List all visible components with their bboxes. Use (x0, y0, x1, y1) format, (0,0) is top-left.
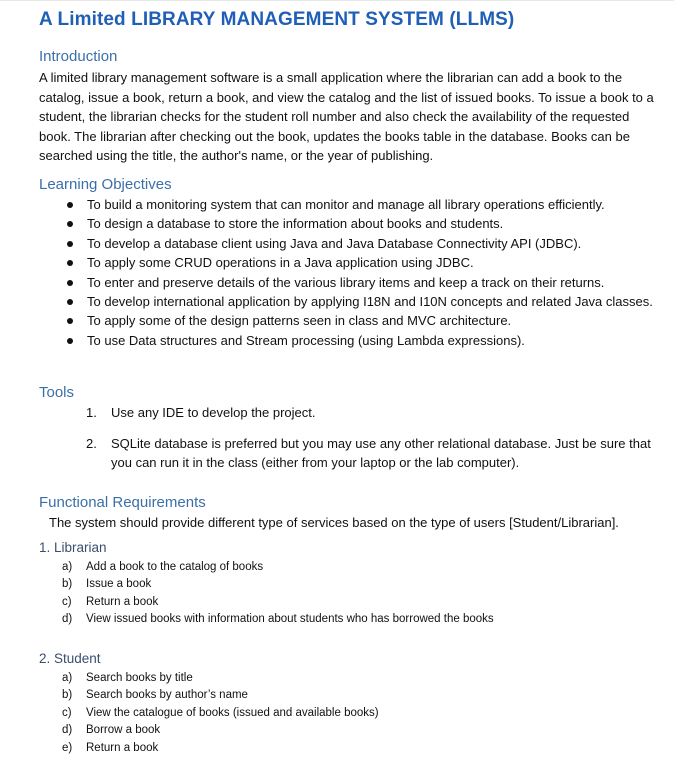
list-item (62, 670, 379, 687)
bullet-icon (67, 338, 73, 344)
list-item (64, 292, 664, 311)
list-item (64, 195, 664, 214)
list-item (64, 273, 664, 292)
list-item (62, 722, 379, 739)
learning-objectives-list (64, 195, 664, 350)
list-item (62, 740, 379, 757)
requirement-text: Search books by author’s name (86, 689, 248, 702)
list-item (64, 253, 664, 272)
list-item (86, 403, 666, 423)
item-letter: d) (62, 613, 73, 626)
bullet-icon (67, 202, 73, 208)
bullet-icon (67, 260, 73, 266)
page-top-rule (0, 0, 674, 1)
requirement-text: Return a book (86, 595, 159, 608)
list-item (62, 594, 494, 611)
objective-text: To design a database to store the information about books and students. (87, 216, 504, 232)
item-letter: c) (62, 706, 72, 719)
tool-text: Use any IDE to develop the project. (111, 405, 316, 420)
list-item (64, 311, 664, 330)
item-letter: a) (62, 561, 73, 573)
requirement-text: Search books by title (86, 672, 193, 684)
list-item (64, 214, 664, 233)
item-number: 2. (86, 435, 97, 451)
learning-objectives-heading: Learning Objectives (39, 176, 172, 193)
bullet-icon (67, 221, 73, 227)
list-item (62, 705, 379, 722)
item-letter: d) (62, 724, 73, 737)
requirement-text: Return a book (86, 741, 159, 754)
requirement-text: Add a book to the catalog of books (86, 561, 264, 573)
item-letter: b) (62, 689, 73, 702)
bullet-icon (67, 241, 73, 247)
list-item (64, 331, 664, 350)
librarian-heading: 1. Librarian (39, 540, 107, 555)
objective-text: To develop a database client using Java and Java Database Connectivity API (JDBC). (87, 235, 582, 251)
objective-text: To apply some of the design patterns seen in class and MVC architecture. (87, 313, 512, 329)
item-letter: a) (62, 672, 73, 684)
requirement-text: View issued books with information about students who has borrowed the books (86, 613, 494, 626)
list-item (62, 687, 379, 704)
librarian-requirements-list (62, 559, 494, 629)
tools-list (86, 403, 666, 473)
bullet-icon (67, 280, 73, 286)
list-item (62, 559, 494, 576)
introduction-paragraph: A limited library management software is a small application where the librarian can add a book to the catalog, issue a book, return a book, and view the catalog and the list of issued books. To issue a book to a student, the librarian checks for the student roll number and also check the availability of the requested book. The librarian after checking out the book, updates the books table in the database. Books can be searched using the title, the author's name, or the year of publishing. (39, 70, 654, 164)
item-letter: e) (62, 741, 73, 754)
list-item (64, 234, 664, 253)
tools-heading: Tools (39, 384, 75, 401)
student-heading: 2. Student (39, 651, 101, 666)
list-item (62, 611, 494, 628)
list-item (86, 434, 666, 473)
tool-text: SQLite database is preferred but you may use any other relational database. Just be sure that you can run it in the class (either from your laptop or the lab computer). (111, 435, 651, 471)
objective-text: To enter and preserve details of the various library items and keep a track on their returns. (87, 274, 605, 290)
student-requirements-list (62, 670, 379, 757)
objective-text: To apply some CRUD operations in a Java application using JDBC. (87, 255, 474, 271)
introduction-heading: Introduction (39, 48, 118, 65)
functional-requirements-heading: Functional Requirements (39, 494, 206, 511)
item-number: 1. (86, 405, 97, 420)
document-title: A Limited LIBRARY MANAGEMENT SYSTEM (LLMS) (39, 9, 515, 30)
functional-requirements-intro: The system should provide different type of services based on the type of users [Student/Librarian]. (49, 515, 619, 530)
objective-text: To develop international application by applying I18N and I10N concepts and related Java classes. (87, 293, 653, 309)
item-letter: b) (62, 578, 73, 591)
bullet-icon (67, 318, 73, 324)
requirement-text: View the catalogue of books (issued and available books) (86, 706, 379, 719)
objective-text: To use Data structures and Stream processing (using Lambda expressions). (87, 332, 525, 348)
requirement-text: Borrow a book (86, 724, 161, 737)
list-item (62, 576, 494, 593)
objective-text: To build a monitoring system that can monitor and manage all library operations efficiently. (87, 197, 605, 212)
bullet-icon (67, 299, 73, 305)
item-letter: c) (62, 595, 72, 608)
requirement-text: Issue a book (86, 578, 152, 591)
